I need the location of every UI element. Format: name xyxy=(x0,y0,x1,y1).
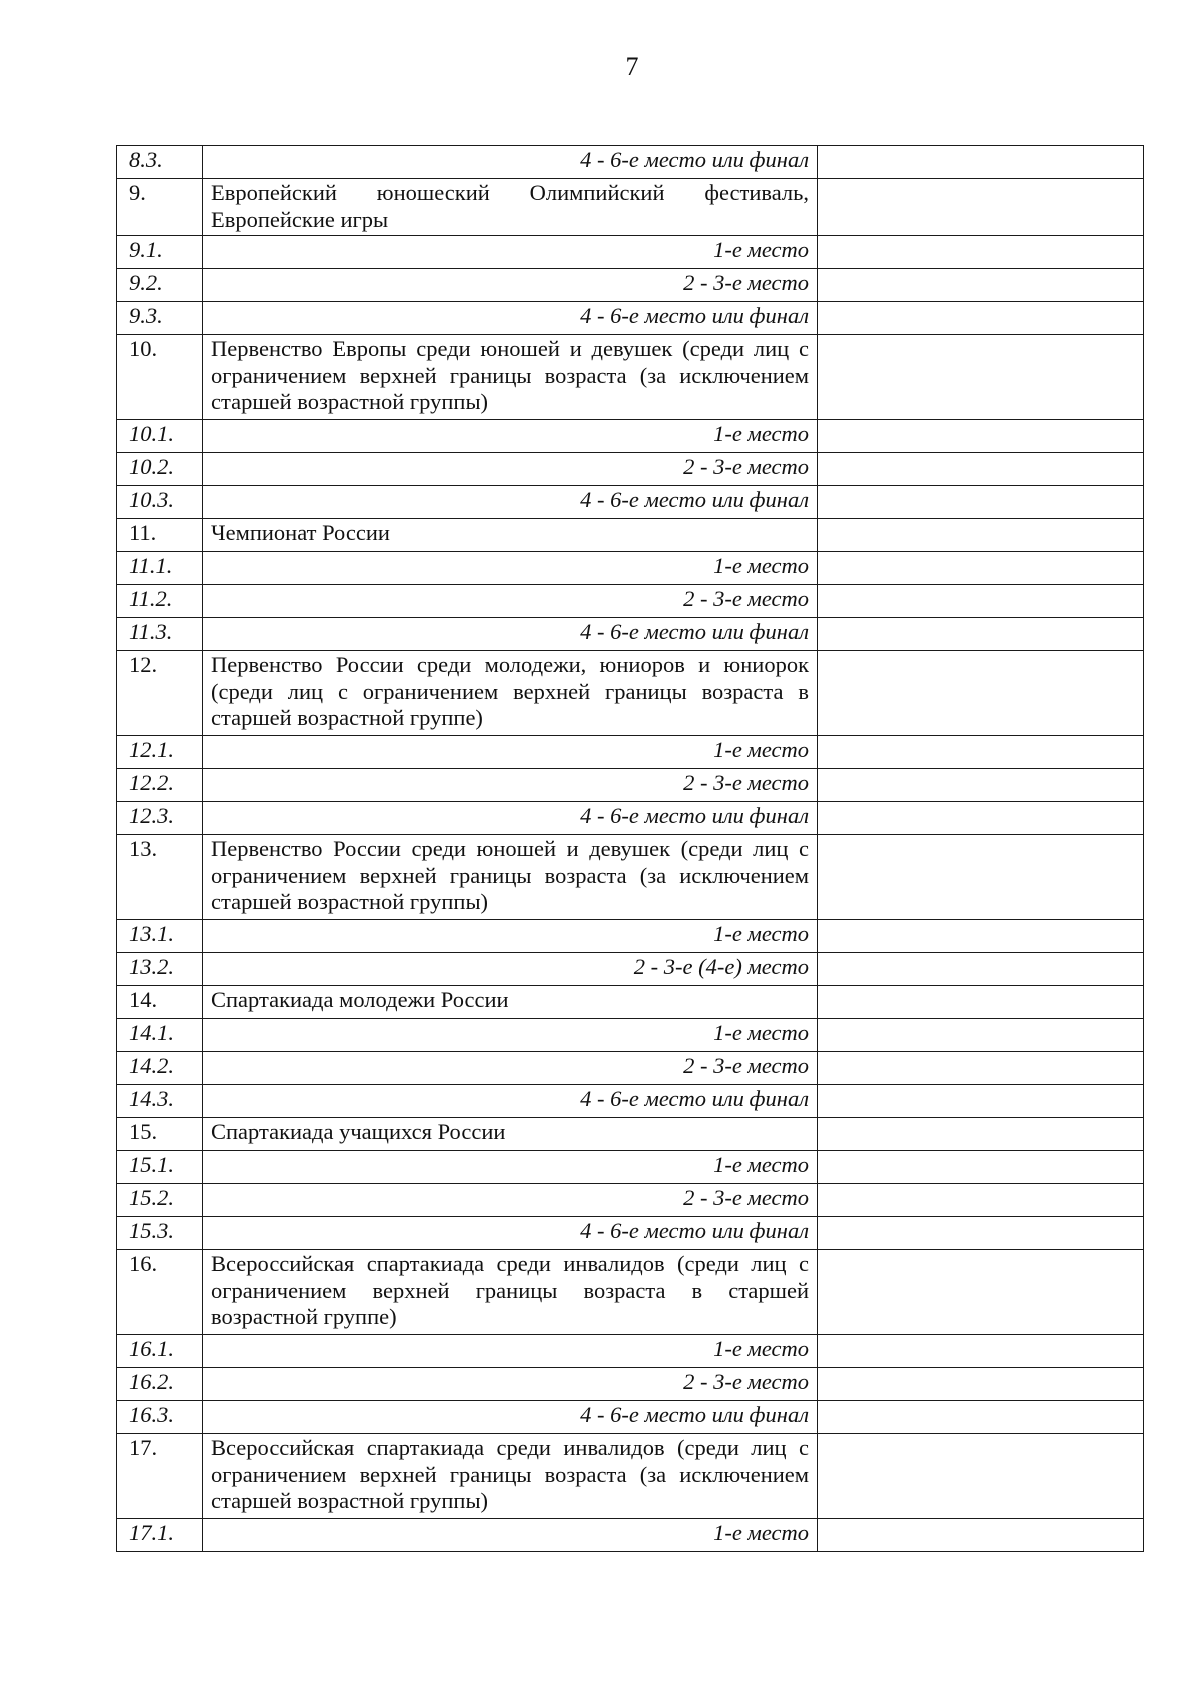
place-cell: 4 - 6-е место или финал xyxy=(203,802,818,835)
table-row xyxy=(117,1052,1144,1085)
item-number-cell: 9.2. xyxy=(117,269,203,302)
item-number-cell: 11.1. xyxy=(117,552,203,585)
value-cell xyxy=(818,1250,1144,1335)
value-cell xyxy=(818,420,1144,453)
value-cell xyxy=(818,486,1144,519)
item-number-cell: 10.1. xyxy=(117,420,203,453)
table-row xyxy=(117,1184,1144,1217)
item-number-cell: 14.1. xyxy=(117,1019,203,1052)
item-number-cell: 13.1. xyxy=(117,920,203,953)
item-number-cell: 14.2. xyxy=(117,1052,203,1085)
value-cell xyxy=(818,1019,1144,1052)
table-row xyxy=(117,1118,1144,1151)
value-cell xyxy=(818,651,1144,736)
competition-name-cell: Чемпионат России xyxy=(203,519,818,552)
item-number-cell: 12.3. xyxy=(117,802,203,835)
value-cell xyxy=(818,585,1144,618)
place-cell: 4 - 6-е место или финал xyxy=(203,486,818,519)
place-cell: 1-е место xyxy=(203,1019,818,1052)
place-cell: 2 - 3-е место xyxy=(203,1368,818,1401)
item-number-cell: 17.1. xyxy=(117,1519,203,1552)
table-row xyxy=(117,1401,1144,1434)
place-cell: 2 - 3-е место xyxy=(203,1184,818,1217)
place-cell: 4 - 6-е место или финал xyxy=(203,618,818,651)
competition-name-cell: Первенство Европы среди юношей и девушек (среди лиц с ограничением верхней границы возраста (за исключением старшей возрастной группы) xyxy=(203,335,818,420)
table-row xyxy=(117,486,1144,519)
place-cell: 4 - 6-е место или финал xyxy=(203,302,818,335)
page-number: 7 xyxy=(625,52,639,81)
value-cell xyxy=(818,1335,1144,1368)
value-cell xyxy=(818,179,1144,236)
value-cell xyxy=(818,335,1144,420)
table-row xyxy=(117,519,1144,552)
table-row xyxy=(117,1434,1144,1519)
table-body xyxy=(117,146,1144,1552)
item-number-cell: 13. xyxy=(117,835,203,920)
competition-name-cell: Спартакиада учащихся России xyxy=(203,1118,818,1151)
item-number-cell: 15.3. xyxy=(117,1217,203,1250)
table-row xyxy=(117,953,1144,986)
value-cell xyxy=(818,1217,1144,1250)
place-cell: 2 - 3-е (4-е) место xyxy=(203,953,818,986)
item-number-cell: 9.3. xyxy=(117,302,203,335)
table-row xyxy=(117,552,1144,585)
place-cell: 2 - 3-е место xyxy=(203,453,818,486)
competition-name-cell: Всероссийская спартакиада среди инвалидов (среди лиц с ограничением верхней границы возраста в старшей возрастной группе) xyxy=(203,1250,818,1335)
place-cell: 1-е место xyxy=(203,1519,818,1552)
item-number-cell: 12. xyxy=(117,651,203,736)
item-number-cell: 8.3. xyxy=(117,146,203,179)
table-row xyxy=(117,1217,1144,1250)
item-number-cell: 9.1. xyxy=(117,236,203,269)
item-number-cell: 17. xyxy=(117,1434,203,1519)
table-row xyxy=(117,920,1144,953)
item-number-cell: 16.2. xyxy=(117,1368,203,1401)
item-number-cell: 15. xyxy=(117,1118,203,1151)
value-cell xyxy=(818,736,1144,769)
table-row xyxy=(117,1368,1144,1401)
place-cell: 1-е место xyxy=(203,736,818,769)
table-row xyxy=(117,302,1144,335)
value-cell xyxy=(818,552,1144,585)
table-row xyxy=(117,236,1144,269)
item-number-cell: 9. xyxy=(117,179,203,236)
place-cell: 4 - 6-е место или финал xyxy=(203,1217,818,1250)
table-row xyxy=(117,269,1144,302)
value-cell xyxy=(818,1519,1144,1552)
item-number-cell: 16. xyxy=(117,1250,203,1335)
item-number-cell: 11.2. xyxy=(117,585,203,618)
table-row xyxy=(117,802,1144,835)
item-number-cell: 10.3. xyxy=(117,486,203,519)
item-number-cell: 13.2. xyxy=(117,953,203,986)
place-cell: 1-е место xyxy=(203,1151,818,1184)
value-cell xyxy=(818,1401,1144,1434)
table-row xyxy=(117,453,1144,486)
place-cell: 4 - 6-е место или финал xyxy=(203,146,818,179)
item-number-cell: 16.1. xyxy=(117,1335,203,1368)
place-cell: 1-е место xyxy=(203,1335,818,1368)
place-cell: 4 - 6-е место или финал xyxy=(203,1401,818,1434)
value-cell xyxy=(818,1151,1144,1184)
table-row xyxy=(117,335,1144,420)
competition-name-cell: Спартакиада молодежи России xyxy=(203,986,818,1019)
item-number-cell: 12.2. xyxy=(117,769,203,802)
table-row xyxy=(117,986,1144,1019)
competition-name-cell: Первенство России среди молодежи, юниоров и юниорок (среди лиц с ограничением верхней границы возраста в старшей возрастной группе) xyxy=(203,651,818,736)
value-cell xyxy=(818,1368,1144,1401)
value-cell xyxy=(818,953,1144,986)
place-cell: 2 - 3-е место xyxy=(203,269,818,302)
value-cell xyxy=(818,769,1144,802)
value-cell xyxy=(818,1052,1144,1085)
table-row xyxy=(117,1085,1144,1118)
table-row xyxy=(117,1151,1144,1184)
table-row xyxy=(117,420,1144,453)
place-cell: 1-е место xyxy=(203,236,818,269)
table-row xyxy=(117,1335,1144,1368)
table-row xyxy=(117,769,1144,802)
item-number-cell: 10.2. xyxy=(117,453,203,486)
place-cell: 1-е место xyxy=(203,920,818,953)
value-cell xyxy=(818,146,1144,179)
table-row xyxy=(117,1019,1144,1052)
item-number-cell: 14. xyxy=(117,986,203,1019)
value-cell xyxy=(818,269,1144,302)
table-row xyxy=(117,585,1144,618)
item-number-cell: 16.3. xyxy=(117,1401,203,1434)
value-cell xyxy=(818,920,1144,953)
value-cell xyxy=(818,1118,1144,1151)
table-row xyxy=(117,618,1144,651)
item-number-cell: 11.3. xyxy=(117,618,203,651)
competition-name-cell: Всероссийская спартакиада среди инвалидов (среди лиц с ограничением верхней границы возраста (за исключением старшей возрастной группы) xyxy=(203,1434,818,1519)
value-cell xyxy=(818,835,1144,920)
competition-name-cell: Первенство России среди юношей и девушек (среди лиц с ограничением верхней границы возраста (за исключением старшей возрастной группы) xyxy=(203,835,818,920)
table-row xyxy=(117,651,1144,736)
item-number-cell: 10. xyxy=(117,335,203,420)
value-cell xyxy=(818,1085,1144,1118)
item-number-cell: 12.1. xyxy=(117,736,203,769)
place-cell: 2 - 3-е место xyxy=(203,585,818,618)
table-row xyxy=(117,1519,1144,1552)
item-number-cell: 15.2. xyxy=(117,1184,203,1217)
value-cell xyxy=(818,302,1144,335)
place-cell: 1-е место xyxy=(203,420,818,453)
value-cell xyxy=(818,453,1144,486)
item-number-cell: 15.1. xyxy=(117,1151,203,1184)
place-cell: 2 - 3-е место xyxy=(203,1052,818,1085)
table-row xyxy=(117,835,1144,920)
value-cell xyxy=(818,802,1144,835)
value-cell xyxy=(818,236,1144,269)
table-row xyxy=(117,1250,1144,1335)
value-cell xyxy=(818,618,1144,651)
document-table xyxy=(116,145,1144,1552)
item-number-cell: 14.3. xyxy=(117,1085,203,1118)
place-cell: 1-е место xyxy=(203,552,818,585)
value-cell xyxy=(818,1184,1144,1217)
table-row xyxy=(117,736,1144,769)
competition-name-cell: Европейский юношеский Олимпийский фестиваль, Европейские игры xyxy=(203,179,818,236)
value-cell xyxy=(818,986,1144,1019)
table-row xyxy=(117,179,1144,236)
place-cell: 4 - 6-е место или финал xyxy=(203,1085,818,1118)
table-row xyxy=(117,146,1144,179)
value-cell xyxy=(818,1434,1144,1519)
item-number-cell: 11. xyxy=(117,519,203,552)
place-cell: 2 - 3-е место xyxy=(203,769,818,802)
value-cell xyxy=(818,519,1144,552)
